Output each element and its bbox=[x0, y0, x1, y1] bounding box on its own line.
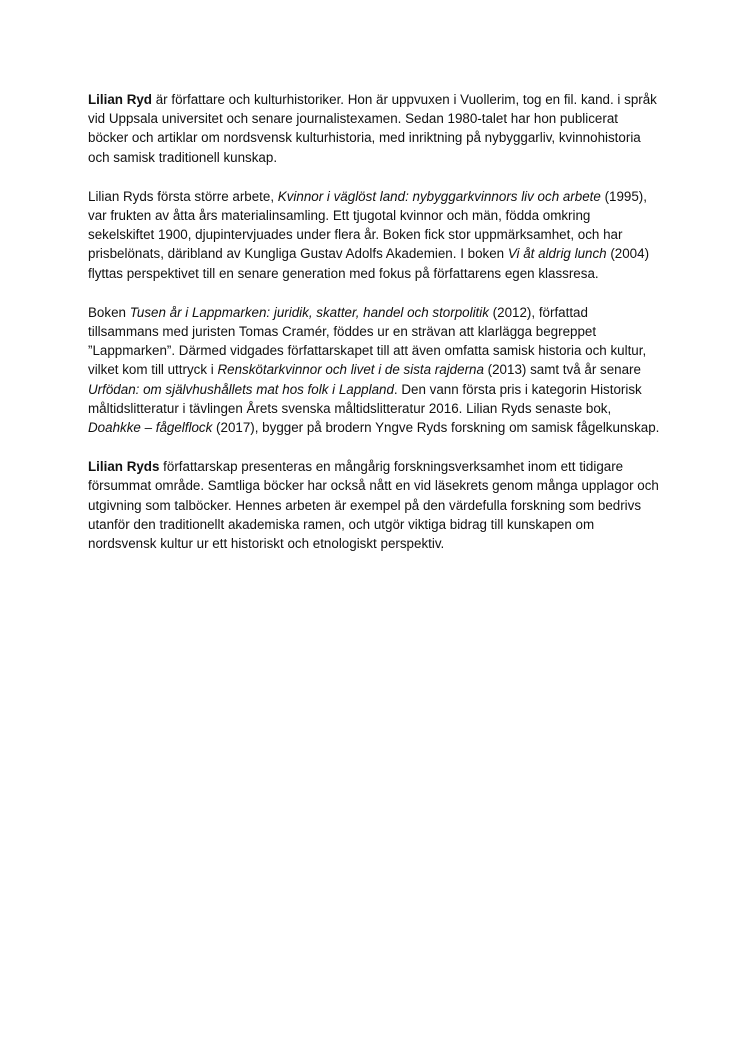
paragraph-text: författarskap presenteras en mångårig forskningsverksamhet inom ett tidigare försummat område. Samtliga böcker har också nått en vid läsekrets genom många upplagor och utgivning som talböcker. Hennes arbeten är exempel på den värdefulla forskning som bedrivs utanför den traditionellt akademiska ramen, och utgör viktiga bidrag till kunskapen om nordsvensk kultur ur ett historiskt och etnologiskt perspektiv. bbox=[88, 459, 659, 552]
paragraph-lappmarken bbox=[88, 303, 660, 437]
paragraph-text: (2017), bygger på brodern Yngve Ryds forskning om samisk fågelkunskap. bbox=[212, 420, 660, 436]
paragraph-intro bbox=[88, 90, 660, 167]
book-title: Urfödan: om självhushållets mat hos folk i Lappland bbox=[88, 381, 394, 397]
paragraph-text: (2013) samt två år senare bbox=[483, 362, 641, 378]
paragraph-conclusion bbox=[88, 457, 660, 553]
paragraph-text: Boken bbox=[88, 304, 130, 320]
paragraph-text: . Den vann första pris i kategorin Historisk måltidslitteratur i tävlingen Årets svenska måltidslitteratur 2016. Lilian Ryds senaste bok, bbox=[88, 381, 642, 416]
paragraph-text: (2012), författad tillsammans med juristen Tomas Cramér, föddes ur en strävan att klarlägga begreppet ”Lappmarken”. Därmed vidgades författarskapet till att även omfatta samisk historia och kultur, vilket kom till uttryck i bbox=[88, 304, 647, 378]
book-title: Doahkke – fågelflock bbox=[88, 420, 213, 436]
paragraph-text: (2004) flyttas perspektivet till en senare generation med fokus på författarens egen klassresa. bbox=[88, 246, 650, 281]
book-title: Renskötarkvinnor och livet i de sista rajderna bbox=[217, 362, 484, 378]
paragraph-text: Lilian Ryds första större arbete, bbox=[88, 188, 278, 204]
book-title: Tusen år i Lappmarken: juridik, skatter, handel och storpolitik bbox=[129, 304, 489, 320]
paragraph-text: är författare och kulturhistoriker. Hon är uppvuxen i Vuollerim, tog en fil. kand. i språk vid Uppsala universitet och senare journalistexamen. Sedan 1980-talet har hon publicerat böcker och artiklar om nordsvensk kulturhistoria, med inriktning på nybyggarliv, kvinnohistoria och samisk traditionell kunskap. bbox=[88, 92, 657, 165]
paragraph-first-work bbox=[88, 187, 660, 283]
book-title: Kvinnor i väglöst land: nybyggarkvinnors liv och arbete bbox=[277, 188, 601, 204]
author-name: Lilian Ryd bbox=[88, 92, 152, 107]
book-title: Vi åt aldrig lunch bbox=[507, 246, 607, 262]
paragraph-text: (1995), var frukten av åtta års materialinsamling. Ett tjugotal kvinnor och män, födda omkring sekelskiftet 1900, djupintervjuades under flera år. Boken fick stor uppmärksamhet, och har prisbelönats, däribland av Kungliga Gustav Adolfs Akademien. I boken bbox=[88, 188, 647, 262]
author-name: Lilian Ryds bbox=[88, 459, 160, 475]
document-page bbox=[88, 90, 660, 573]
